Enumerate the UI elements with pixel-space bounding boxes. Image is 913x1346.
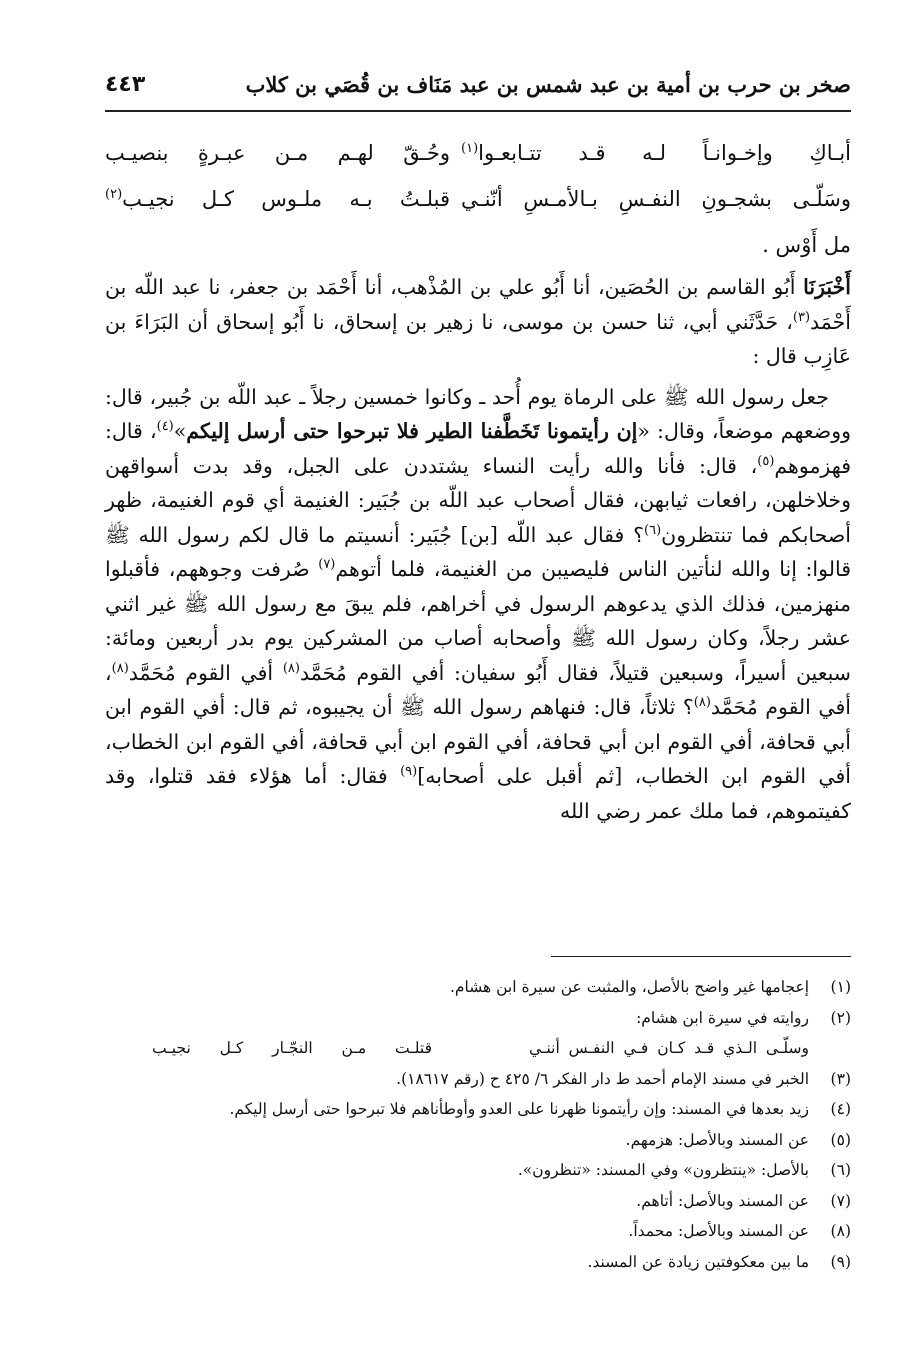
footnote-ref: (٧): [318, 557, 336, 573]
poem-verse: [105, 130, 851, 176]
verse-second-hemistich: وحُـقّ لهـم مـن عبـرةٍ بنصيـب: [105, 141, 450, 165]
footnote-number: (٨): [830, 1222, 851, 1240]
footnote-number: (٤): [830, 1100, 851, 1118]
footnote-separator: [551, 956, 851, 957]
footnote-ref: (٨): [282, 660, 300, 676]
footnote: (٤) زيد بعدها في المسند: وإن رأيتمونا ظهرنا على العدو وأوطأناهم فلا تبرحوا حتى أرسل إليكم.: [105, 1094, 851, 1125]
footnote-number: (٦): [830, 1161, 851, 1179]
footnote-number: (٢): [830, 1008, 851, 1027]
footnote-ref: (٩): [400, 764, 418, 780]
footnote-number: (٥): [830, 1130, 851, 1149]
footnote-number: (٧): [830, 1191, 851, 1210]
footnote: (٣) الخبر في مسند الإمام أحمد ط دار الفكر ٦/ ٤٢٥ ح (رقم ١٨٦١٧).: [105, 1064, 851, 1095]
verse-second-hemistich: قبلـتُ بـه ملـوس كـل نجيـب$^{(٢)}$: [105, 187, 450, 211]
footnote-ref: (٨): [693, 695, 711, 711]
footnote: (٧) عن المسند وبالأصل: أتاهم.: [105, 1186, 851, 1217]
footnote-ref: (٢): [105, 187, 123, 202]
verse-first-hemistich: وسلّـى الـذي قـد كـان فـي النفـس أننـي: [529, 1039, 809, 1057]
poem-tail: مل أَوْس .: [762, 233, 851, 257]
paragraph-isnad: أَخْبَرَنَا أَبُو القاسم بن الحُصَين، أنا أَبُو علي بن المُذْهب، أنا أَحْمَد بن جعفر، نا عبد اللّه بن أَحْمَد$^{(٣)}$، حَدَّثَني أبي، ثنا حسن بن موسى، نا زهير بن إسحاق، نا أَبُو إسحاق أن البَرَاءَ بن عَازِب قال :: [105, 275, 851, 368]
footnote: (٦) بالأصل: «ينتظرون» وفي المسند: «تنظرون».: [105, 1155, 851, 1186]
footnote-number: (٣): [830, 1069, 851, 1088]
page-number: ٤٤٣: [105, 72, 146, 97]
akhbarana-word: أَخْبَرَنَا: [803, 275, 851, 299]
footnote-ref: (١): [461, 141, 479, 156]
footnote: (٥) عن المسند وبالأصل: هزمهم.: [105, 1125, 851, 1156]
main-text: [105, 270, 851, 834]
footnote-ref: (٦): [644, 522, 662, 538]
verse-first-hemistich: أبـاكِ وإخـوانـاً لـه قـد تتـابعـوا$^{(١)}$: [461, 141, 851, 165]
footnote-ref: (٤): [156, 419, 174, 435]
footnote-ref: (٥): [757, 453, 775, 469]
poem-verse: [105, 176, 851, 222]
footnote: (٩) ما بين معكوفتين زيادة عن المسند.: [105, 1247, 851, 1278]
verse-second-hemistich: قتلـت مـن النجّـار كـل نجيـب: [152, 1039, 432, 1057]
footnote: (١) إعجامها غير واضح بالأصل، والمثبت عن سيرة ابن هشام.: [105, 972, 851, 1003]
footnote: (٢) روايته في سيرة ابن هشام:: [105, 1003, 851, 1034]
footnote-number: (١): [830, 978, 851, 996]
footnote-ref: (٨): [111, 660, 129, 676]
footnote: (٨) عن المسند وبالأصل: محمداً.: [105, 1216, 851, 1247]
page-header: [105, 66, 851, 112]
quoted-speech: إن رأيتمونا تَخَطَّفنا الطير فلا تبرحوا حتى أرسل إليكم: [186, 419, 638, 443]
poem: [105, 130, 851, 268]
footnote-number: (٩): [830, 1252, 851, 1271]
footnote-ref: (٣): [792, 309, 811, 325]
footnote-verse: [105, 1033, 851, 1064]
running-title: صخر بن حرب بن أمية بن عبد شمس بن عبد مَنَاف بن قُصَي بن كلاب: [245, 72, 851, 97]
footnotes: [105, 972, 851, 1277]
verse-first-hemistich: وسَلّـى بشجـونِ النفـسِ بـالأمـسِ أنّنـي: [461, 187, 851, 211]
paragraph-hadith: جعل رسول الله ﷺ على الرماة يوم أُحد ـ وكانوا خمسين رجلاً ـ عبد اللّه بن جُبير، قال: ووضعهم موضعاً، وقال: «إن رأيتمونا تَخَطَّفنا الطير فلا تبرحوا حتى أرسل إليكم»$^{(٤)}$، قال: فهزموهم$^{(٥)}$، قال: فأنا والله رأيت النساء يشتددن على الجبل، وقد بدت أسواقهن وخلاخلهن، رافعات ثيابهن، فقال أصحاب عبد اللّه بن جُبَير: الغنيمة أي قوم الغنيمة، ظهر أصحابكم فما تنتظرون$^{(٦)}$؟ فقال عبد اللّه [بن] جُبَير: أنسيتم ما قال لكم رسول الله ﷺ قالوا: إنا والله لنأتين الناس فليصيبن من الغنيمة، فلما أتوهم$^{(٧)}$ صُرفت وجوههم، فأقبلوا منهزمين، فذلك الذي يدعوهم الرسول في أخراهم، فلم يبقَ مع رسول الله ﷺ غير اثني عشر رجلاً، وكان رسول الله ﷺ وأصحابه أصاب من المشركين يوم بدر أربعين ومائة: سبعين أسيراً، وسبعين قتيلاً، فقال أَبُو سفيان: أفي القوم مُحَمَّد$^{(٨)}$ أفي القوم مُحَمَّد$^{(٨)}$، أفي القوم مُحَمَّد$^{(٨)}$؟ ثلاثاً، قال: فنهاهم رسول الله ﷺ أن يجيبوه، ثم قال: أفي القوم ابن أبي قحافة، أفي القوم ابن أبي قحافة، أفي القوم ابن أبي قحافة، أفي القوم ابن الخطاب، أفي القوم ابن الخطاب، [ثم أقبل على أصحابه]$^{(٩)}$ فقال: أما هؤلاء فقد قتلوا، وقد كفيتموهم، فما ملك عمر رضي الله: [105, 384, 852, 823]
